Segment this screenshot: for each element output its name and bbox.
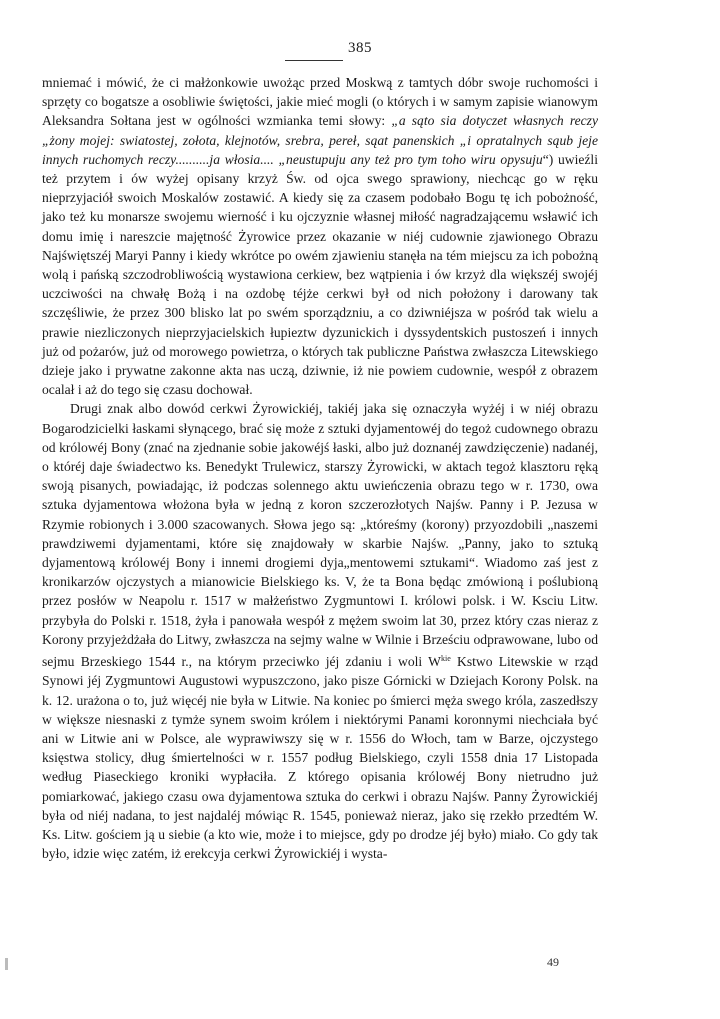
page-number: 385 <box>348 40 372 56</box>
body-text <box>42 73 598 863</box>
paragraph <box>42 399 598 863</box>
scan-edge-mark <box>5 958 8 970</box>
paragraph <box>42 73 598 399</box>
header-rule <box>285 60 343 61</box>
text-run: Kstwo Litewskie w rząd Synowi jéj Zygmuntowi Augustowi wypuszczono, jako pisze Górnicki w Dziejach Korony Polsk. na k. 12. urażona o to, już więcéj nie była w Litwie. Na koniec po śmierci męża swego króla, zaszedłszy w większe niesnaski z tymże synem swoim królem i niektórymi Panami koronnymi niechciała być ani w Litwie ani w Polsce, ale wyprawiwszy się w r. 1556 do Włoch, tam w Barze, ojczystego księstwa stolicy, dług śmiertelności w r. 1557 podług Bielskiego, czyli 1558 dnia 17 Listopada według Piaseckiego kroniki wypłaciła. Z którego opisania królowéj Bony nietrudno już pomiarkować, jakiego czasu owa dyjamentowa sztuka do cerkwi i obrazu Najśw. Panny Żyrowickiéj była od niéj nadana, to jest najdaléj mówiąc R. 1545, ponieważ nieraz, jako się rzekło przedtém W. Ks. Litw. gościem ją u siebie (a kto wie, może i to miejsce, gdy po drodze jéj było) miało. Co gdy tak było, idzie więc zatém, iż erekcyja cerkwi Żyrowickiéj i wysta- <box>42 654 598 862</box>
signature-mark: 49 <box>547 955 559 969</box>
italic-quote: „a sąto sia dotyczet własnych reczy „żony mojej: swiatostej, zołota, klejnotów, srebra, pereł, sąat panenskich „i opratalnych sąub jeje innych ruchomych reczy..........ja włosia.... „neustupuju any też pro tym toho wiru opysuju <box>42 113 598 167</box>
text-run: Drugi znak albo dowód cerkwi Żyrowickiéj, takiéj jaka się oznaczyła wyżéj i w niéj obrazu Bogarodzicielki łaskami słynącego, brać się może z sztuki dyjamentowéj do tegoż cudownego obrazu od królowéj Bony (znać na zjednanie sobie jakowéjś łaski, albo już doznanéj zawdzięczenie) nadanéj, o któréj daje świadectwo ks. Benedykt Trulewicz, starszy Żyrowicki, w aktach tegoż klasztoru ręką swoją pisanych, powiadając, iż podczas solennego aktu uwieńczenia obrazu tego w r. 1730, owa sztuka dyjamentowa włożona była w jedną z koron szczerozłotych Najśw. Panny i P. Jezusa w Rzymie robionych i 3.000 szacowanych. Słowa jego są: „któreśmy (korony) przyozdobili „naszemi prawdziwemi dyjamentami, które się znajdowały w skarbie Najśw. „Panny, jako to sztuką dyjamentową królowéj Bony i innemi drogiemi dyja„mentowemi sztukami“. Wiadomo zaś jest z kronikarzów ojczystych a mianowicie Bielskiego ks. V, że ta Bona będąc zmówioną i poślubioną przez posłów w Neapolu r. 1517 w małżeństwo Zygmuntowi I. królowi polsk. i W. Ksciu Litw. przybyła do Polski r. 1518, żyła i panowała wespół z mężem swoim lat 30, przez który czas nieraz z Korony przyjeżdżała do Litwy, zwłaszcza na sejmy walne w Wilnie i Brześciu odprawowane, lubo od sejmu Brzeskiego 1544 r., na którym przeciwko jéj zdaniu i woli W <box>42 401 598 670</box>
text-run: “) uwieźli też przytem i ów wyżej opisany krzyż Św. od ojca swego sprawiony, niechcąc go w ręku nieprzyjaciół swoich Moskalów zostawić. A kiedy się za czasem podobało Bogu tę ich pobożność, jako też ku monarsze swojemu wierność i ku ojczyznie własnej miłość nagradzającemu wsławić ich domu imię i nareszcie majętność Żyrowice przez okazanie w niéj cudownie zjawionego Obrazu Najświętszéj Maryi Panny i kiedy wkrótce po owém zjawieniu stanęła na tém miejscu za ich pobożną wolą i pańską szczodrobliwością wystawiona cerkiew, bez wątpienia i ów krzyż dla większéj swojéj uczciwości na chwałę Bożą i na ozdobę téjże cerkwi był od nich położony i darowany tak szczęśliwie, że przez 300 blisko lat po swém sporządzniu, a co dziwniéjsza w pośród tak wielu a prawie niezliczonych nieprzyjacielskich łupieztw dyzunickich i dyssydentskich pustoszeń i innych już od pożarów, już od morowego powietrza, o których tak publiczne Państwa zwłaszcza Litewskiego dzieje jako i prywatne zakonne akta nas uczą, dziwnie, iż nie powiem cudownie, wespół z obrazem ocalał i aż do tego się czasu dochował. <box>42 151 598 398</box>
text-run: mniemać i mówić, że ci małżonkowie uwożąc przed Moskwą z tamtych dóbr swoje ruchomości i sprzęty co bogatsze a osobliwie świętości, jakie mieć mogli (o których i w samym zapisie wianowym Aleksandra Sołtana jest w ogólności wzmianka temi słowy: <box>42 75 598 129</box>
superscript: kie <box>440 654 451 664</box>
